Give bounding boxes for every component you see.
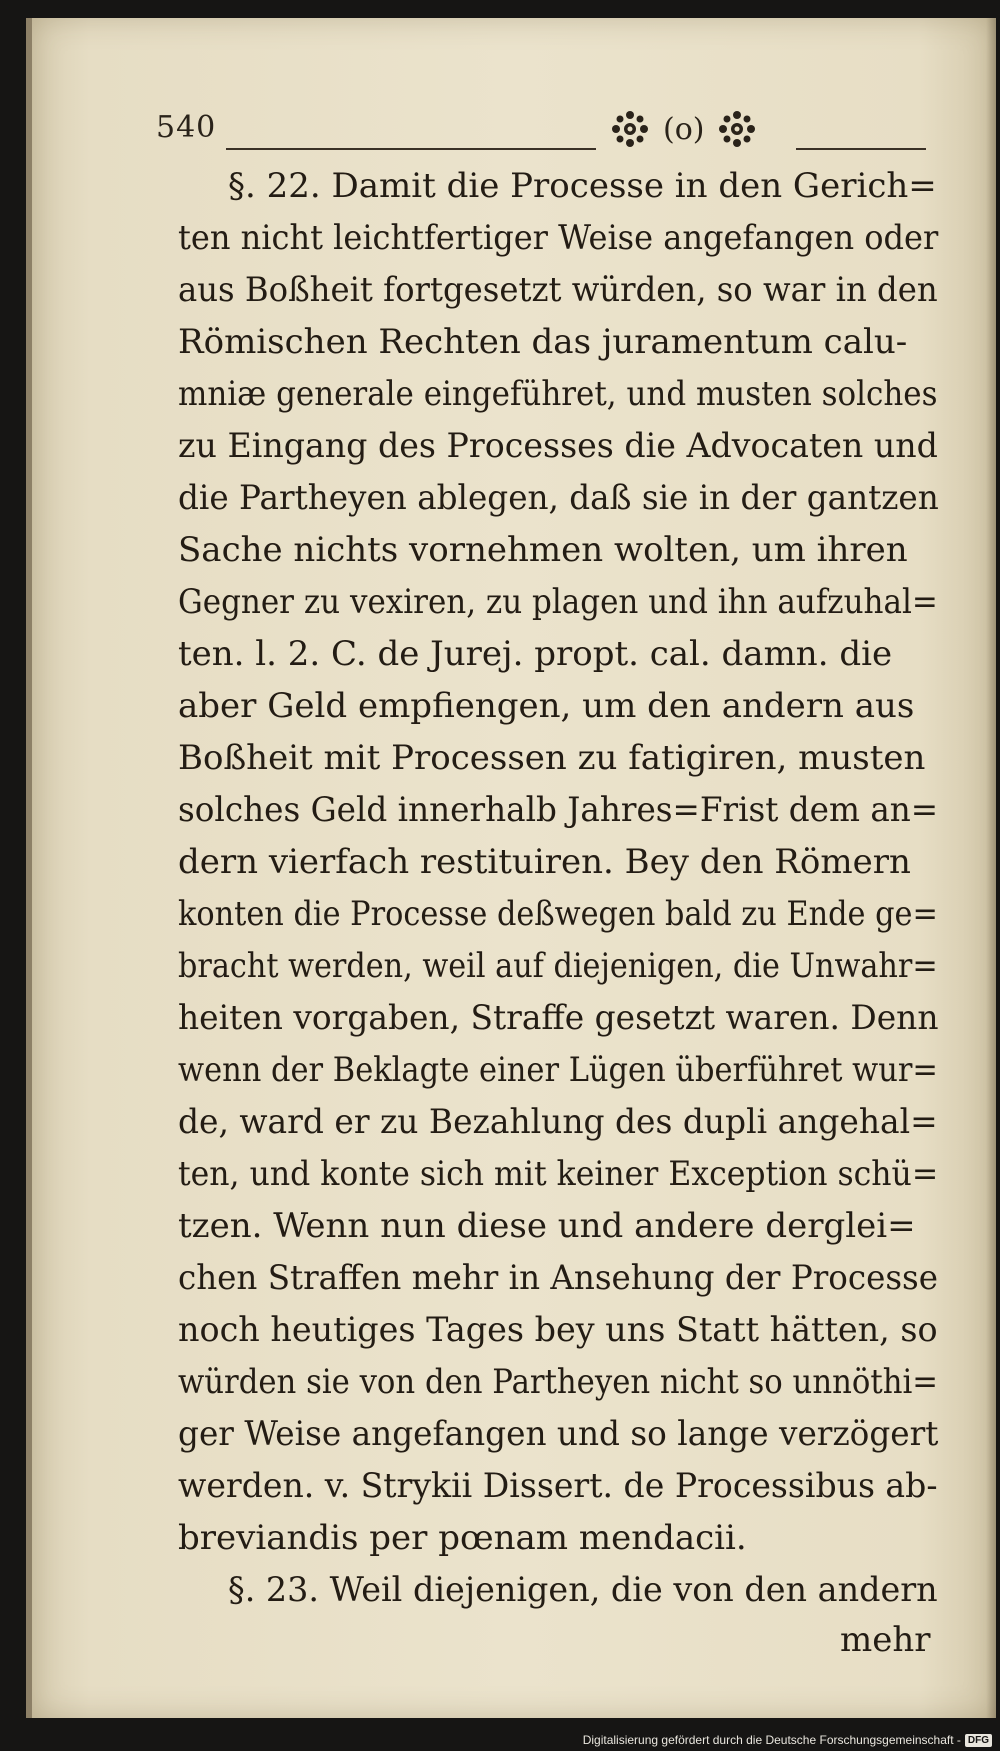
text-line: §. 22. Damit die Processe in den Gerich= [228, 166, 937, 206]
text-line: werden. v. Strykii Dissert. de Processibus ab- [178, 1466, 938, 1506]
text-line: Boßheit mit Processen zu fatigiren, musten [178, 738, 926, 778]
text-line: solches Geld innerhalb Jahres=Frist dem an= [178, 790, 939, 830]
text-line: ger Weise angefangen und so lange verzögert [178, 1414, 939, 1454]
page-header [156, 110, 926, 156]
text-line: ten nicht leichtfertiger Weise angefangen oder [178, 218, 939, 258]
text-line: wenn der Beklagte einer Lügen überführet wur= [178, 1050, 938, 1090]
text-line: chen Straffen mehr in Ansehung der Processe [178, 1258, 938, 1298]
text-line: die Partheyen ablegen, daß sie in der gantzen [178, 478, 939, 518]
text-line: heiten vorgaben, Straffe gesetzt waren. Denn [178, 998, 939, 1038]
text-line: aber Geld empfiengen, um den andern aus [178, 686, 915, 726]
text-line: Römischen Rechten das juramentum calu- [178, 322, 908, 362]
text-line: Gegner zu vexiren, zu plagen und ihn aufzuhal= [178, 582, 938, 622]
digitization-credit [583, 1733, 992, 1747]
text-line: konten die Processe deßwegen bald zu Ende ge= [178, 894, 938, 934]
fleuron-icon [718, 110, 756, 148]
text-line: breviandis per pœnam mendacii. [178, 1518, 747, 1558]
text-line: würden sie von den Partheyen nicht so unnöthi= [178, 1362, 939, 1402]
text-line: ten. l. 2. C. de Jurej. propt. cal. damn. die [178, 634, 893, 674]
fleuron-icon [611, 110, 649, 148]
header-center-mark: (o) [663, 111, 705, 147]
text-line: noch heutiges Tages bey uns Statt hätten, so [178, 1310, 938, 1350]
credit-text: Digitalisierung gefördert durch die Deutsche Forschungsgemeinschaft - [582, 1733, 961, 1747]
text-line: bracht werden, weil auf diejenigen, die Unwahr= [178, 946, 938, 986]
text-line: mniæ generale eingeführet, und musten solches [178, 374, 938, 414]
text-line: de, ward er zu Bezahlung des dupli angehal= [178, 1102, 938, 1142]
page-number: 540 [156, 110, 217, 145]
text-line: zu Eingang des Processes die Advocaten und [178, 426, 938, 466]
page-edge-shadow [986, 18, 996, 1718]
text-line: §. 23. Weil diejenigen, die von den andern [228, 1570, 938, 1610]
text-line: Sache nichts vornehmen wolten, um ihren [178, 530, 908, 570]
catchword: mehr [840, 1620, 931, 1660]
header-rule-left [226, 148, 596, 150]
header-ornaments [611, 110, 756, 148]
text-line: ten, und konte sich mit keiner Exception schü= [178, 1154, 939, 1194]
text-line: dern vierfach restituiren. Bey den Römern [178, 842, 911, 882]
header-rule-right [796, 148, 926, 150]
text-line: aus Boßheit fortgesetzt würden, so war in den [178, 270, 938, 310]
text-line: tzen. Wenn nun diese und andere derglei= [178, 1206, 916, 1246]
dfg-logo: DFG [965, 1734, 992, 1747]
